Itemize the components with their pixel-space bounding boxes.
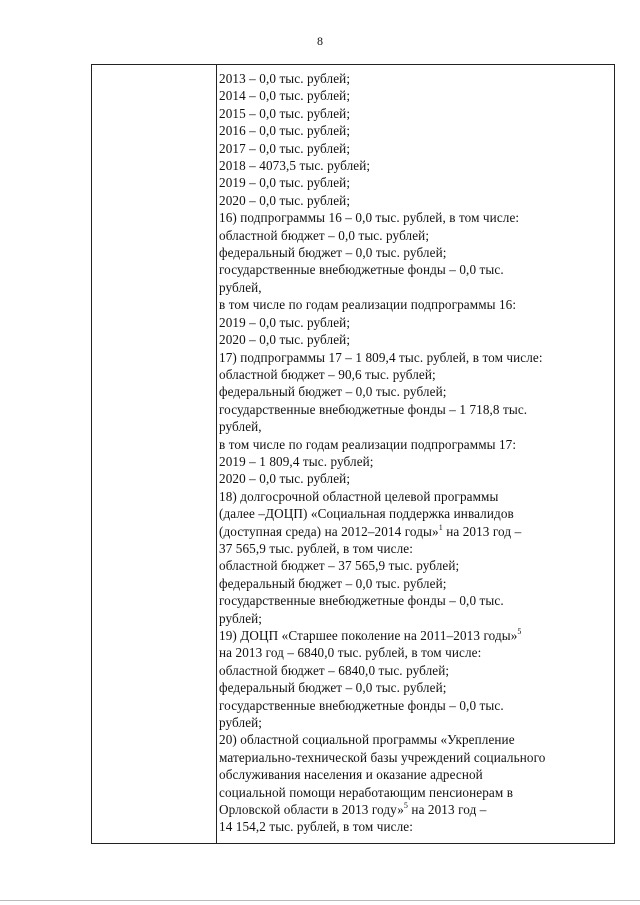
- text-line: областной бюджет – 0,0 тыс. рублей;: [216, 227, 610, 244]
- text-line: [216, 523, 610, 540]
- text-fragment: 19) ДОЦП «Старшее поколение на 2011–2013 годы»: [219, 628, 518, 643]
- program-table: [91, 64, 615, 844]
- text-line: 16) подпрограммы 16 – 0,0 тыс. рублей, в том числе:: [216, 209, 610, 226]
- text-line: 2016 – 0,0 тыс. рублей;: [216, 122, 610, 139]
- text-line: 17) подпрограммы 17 – 1 809,4 тыс. рублей, в том числе:: [216, 349, 610, 366]
- text-line: 2020 – 0,0 тыс. рублей;: [216, 192, 610, 209]
- left-column-cell: [92, 65, 216, 843]
- text-line: федеральный бюджет – 0,0 тыс. рублей;: [216, 575, 610, 592]
- text-line: в том числе по годам реализации подпрограммы 16:: [219, 297, 517, 313]
- text-line: государственные внебюджетные фонды – 1 718,8 тыс.: [216, 401, 610, 418]
- text-line: на 2013 год – 6840,0 тыс. рублей, в том числе:: [216, 644, 610, 661]
- text-fragment: (доступная среда) на 2012–2014 годы»: [219, 523, 439, 539]
- text-line: областной бюджет – 6840,0 тыс. рублей;: [216, 662, 610, 679]
- text-line: 14 154,2 тыс. рублей, в том числе:: [216, 818, 610, 835]
- footnote-marker: 5: [517, 627, 522, 636]
- text-line: 2013 – 0,0 тыс. рублей;: [216, 70, 610, 87]
- text-line: обслуживания населения и оказание адресной: [216, 766, 610, 783]
- text-line: рублей;: [216, 714, 610, 731]
- text-line: 2019 – 1 809,4 тыс. рублей;: [216, 453, 610, 470]
- text-line: рублей;: [216, 610, 610, 627]
- text-line: рублей,: [216, 418, 610, 435]
- text-line: материально-технической базы учреждений социального: [216, 749, 610, 766]
- text-line: федеральный бюджет – 0,0 тыс. рублей;: [216, 679, 610, 696]
- text-line: 2015 – 0,0 тыс. рублей;: [216, 105, 610, 122]
- text-line: в том числе по годам реализации подпрограммы 17:: [219, 436, 517, 452]
- text-line: федеральный бюджет – 0,0 тыс. рублей;: [216, 244, 610, 261]
- page-bottom-edge: [0, 900, 640, 901]
- text-line: 2014 – 0,0 тыс. рублей;: [216, 87, 610, 104]
- text-line: 20) областной социальной программы «Укрепление: [216, 731, 610, 748]
- text-line: [216, 627, 610, 644]
- footnote-marker: 5: [403, 801, 409, 811]
- text-line: государственные внебюджетные фонды – 0,0 тыс.: [216, 261, 610, 278]
- text-fragment: на 2013 год –: [408, 802, 487, 818]
- text-line: 2020 – 0,0 тыс. рублей;: [216, 331, 610, 348]
- text-line: 37 565,9 тыс. рублей, в том числе:: [216, 540, 610, 557]
- text-line: (далее –ДОЦП) «Социальная поддержка инвалидов: [216, 505, 610, 522]
- text-fragment: Орловской области в 2013 году»: [219, 802, 404, 818]
- text-line: федеральный бюджет – 0,0 тыс. рублей;: [216, 383, 610, 400]
- text-line: 2019 – 0,0 тыс. рублей;: [216, 314, 610, 331]
- text-line: 2020 – 0,0 тыс. рублей;: [216, 470, 610, 487]
- page-number: 8: [317, 34, 323, 48]
- text-line: государственные внебюджетные фонды – 0,0 тыс.: [216, 592, 610, 609]
- text-line: 18) долгосрочной областной целевой программы: [216, 488, 610, 505]
- text-line: государственные внебюджетные фонды – 0,0 тыс.: [216, 697, 610, 714]
- text-fragment: на 2013 год –: [442, 523, 522, 539]
- funding-text-cell: [220, 70, 610, 836]
- text-line: 2018 – 4073,5 тыс. рублей;: [216, 157, 610, 174]
- text-line: областной бюджет – 37 565,9 тыс. рублей;: [216, 557, 610, 574]
- text-line: [216, 801, 610, 818]
- text-line: социальной помощи неработающим пенсионерам в: [216, 784, 610, 801]
- text-line: рублей,: [216, 279, 610, 296]
- text-line: областной бюджет – 90,6 тыс. рублей;: [216, 366, 610, 383]
- text-line: 2019 – 0,0 тыс. рублей;: [216, 174, 610, 191]
- footnote-marker: 1: [438, 522, 443, 532]
- text-line: 2017 – 0,0 тыс. рублей;: [216, 140, 610, 157]
